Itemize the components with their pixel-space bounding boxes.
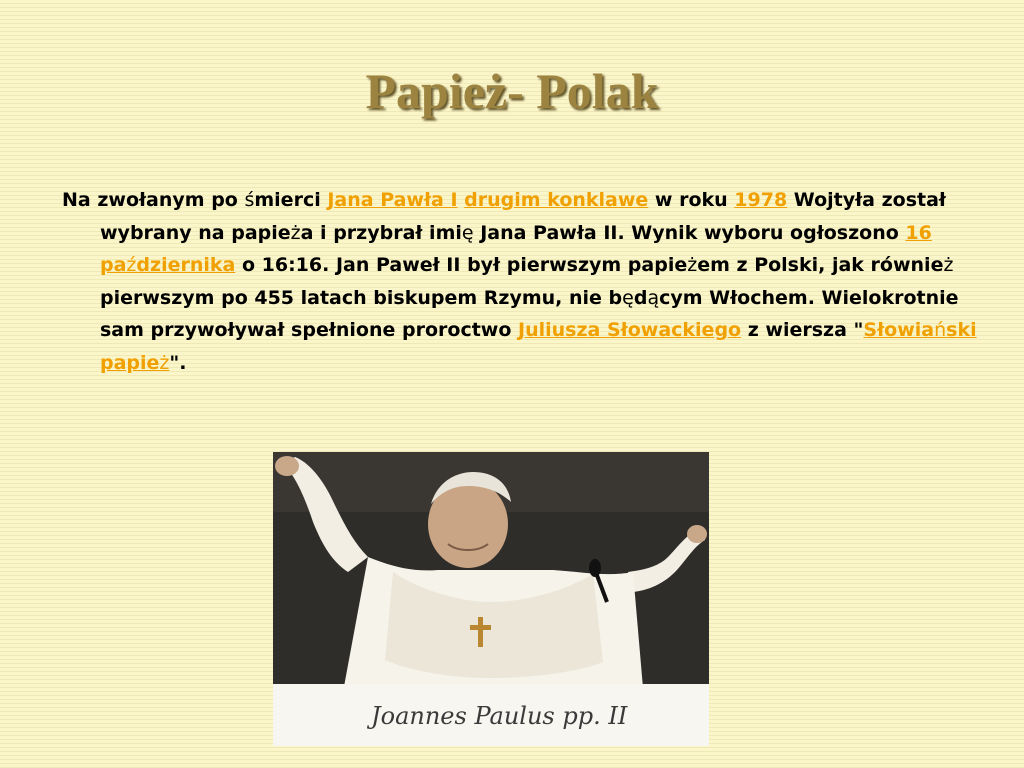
text-run: ę bbox=[461, 221, 474, 244]
text-run: ". bbox=[169, 351, 187, 374]
text-run: a i przybrał imi bbox=[300, 221, 462, 244]
link-jan-pawel-i[interactable]: Jana Pawła I bbox=[327, 189, 458, 211]
link-konklawe[interactable]: drugim konklawe bbox=[464, 189, 649, 211]
link-part: ń bbox=[934, 319, 947, 342]
text-run: ą bbox=[647, 286, 660, 309]
text-run: Na zwołanym po bbox=[62, 189, 245, 211]
text-run: ż bbox=[687, 254, 698, 277]
link-part: ski papie bbox=[100, 319, 977, 374]
link-juliusz-slowacki[interactable]: Juliusza Słowackiego bbox=[518, 319, 742, 342]
text-run: z wiersza " bbox=[741, 319, 864, 342]
text-run: d bbox=[633, 286, 648, 309]
link-part: 16 pa bbox=[100, 221, 932, 277]
text-run: mierci bbox=[254, 189, 328, 211]
text-run: em z Polski, jak równie bbox=[697, 254, 944, 277]
link-1978[interactable]: 1978 bbox=[734, 189, 788, 211]
text-run: pierwszym po 455 latach biskupem Rzymu, nie b bbox=[100, 286, 623, 309]
text-run: ż bbox=[943, 254, 954, 277]
text-run: w roku bbox=[648, 189, 735, 211]
text-run: Jana Pawła II. Wynik wyboru ogłoszono bbox=[473, 221, 906, 244]
text-run: ś bbox=[244, 189, 255, 211]
link-part: ź bbox=[126, 254, 137, 277]
text-run: cym Włochem. Wielokrotnie sam przywoływał spełnione proroctwo bbox=[100, 286, 959, 342]
text-run: ż bbox=[290, 221, 301, 244]
link-part: Słowia bbox=[863, 319, 935, 342]
link-part: ż bbox=[159, 351, 170, 374]
slide-title: Papież- Polak bbox=[365, 63, 659, 119]
text-run: Wojtyła został wybrany na papie bbox=[100, 189, 946, 244]
signature-text: Joannes Paulus pp. II bbox=[371, 702, 628, 730]
text-run: o 16:16. Jan Paweł II był pierwszym papie bbox=[235, 254, 688, 277]
pope-photo bbox=[273, 452, 709, 746]
link-part: dziernika bbox=[136, 254, 236, 277]
text-run: ę bbox=[622, 286, 634, 309]
body-paragraph bbox=[62, 184, 1000, 380]
